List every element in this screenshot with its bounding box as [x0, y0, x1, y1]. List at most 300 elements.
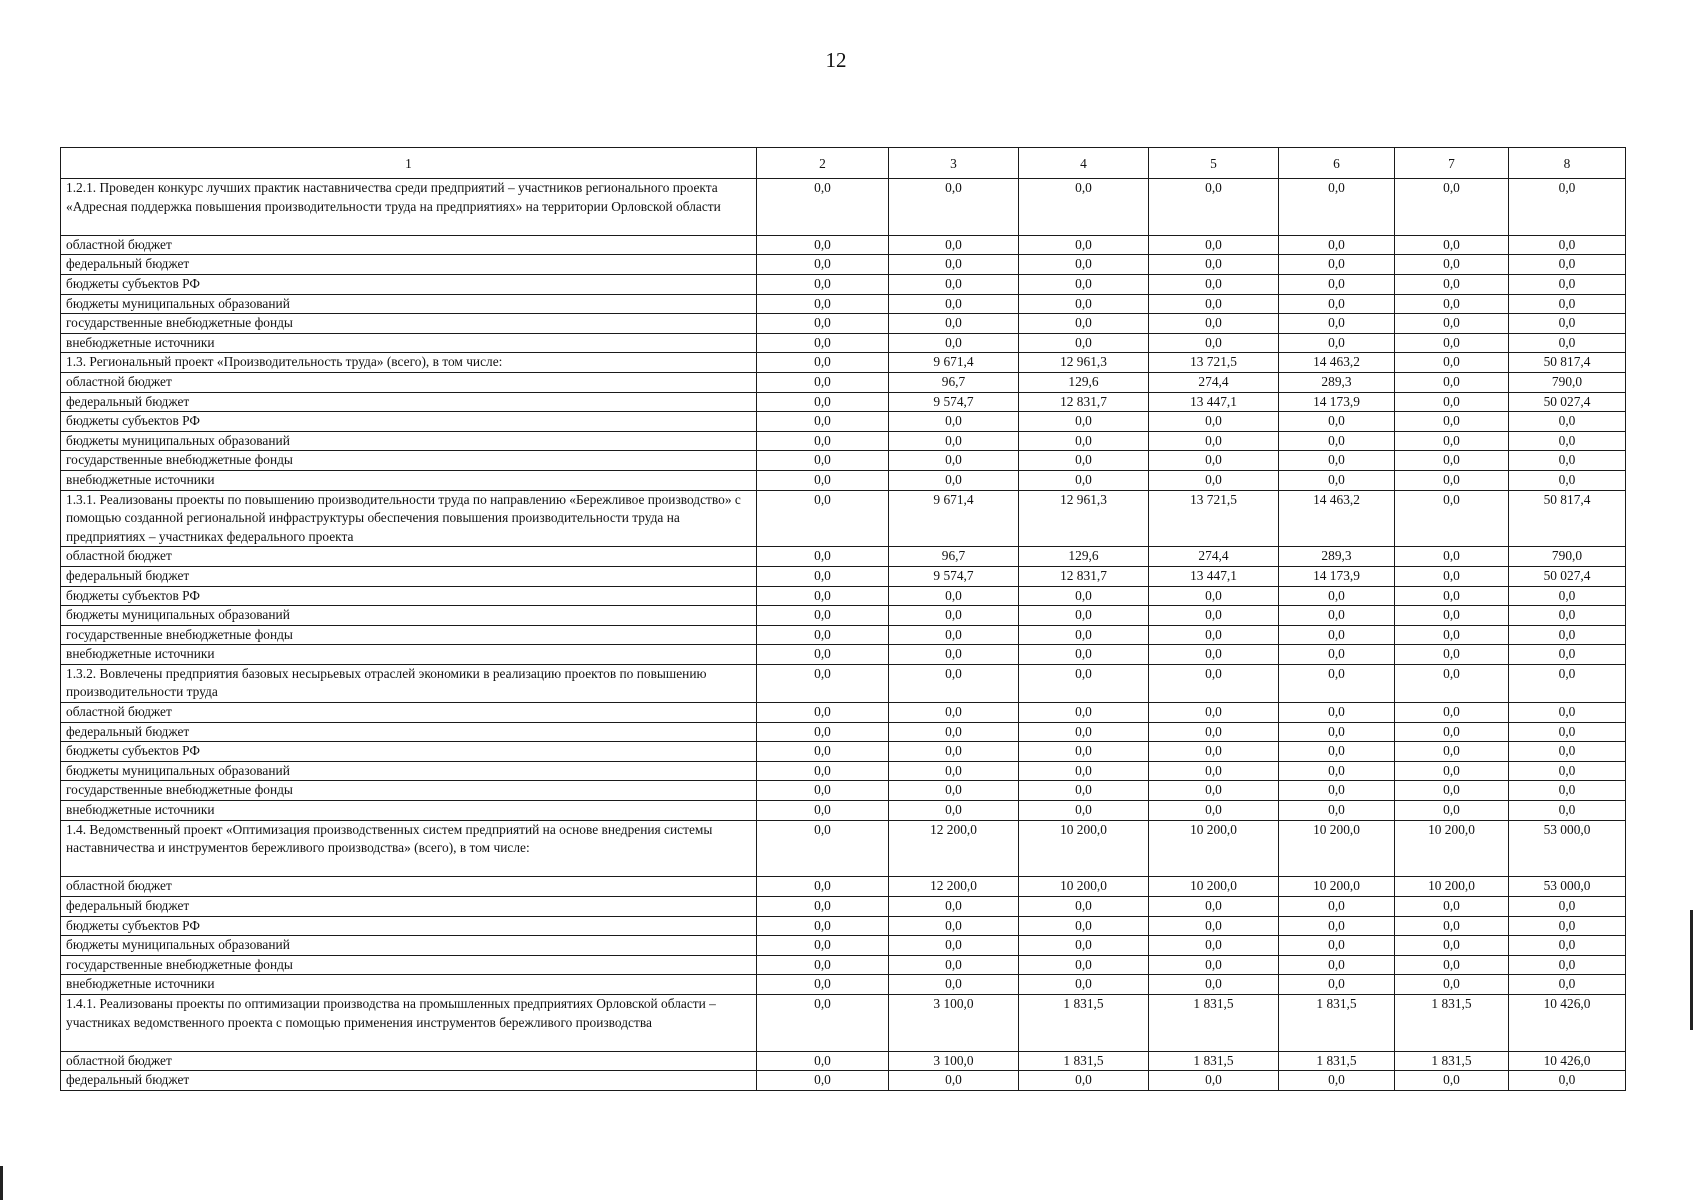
value-cell: 0,0	[1395, 314, 1509, 334]
value-cell: 0,0	[1509, 333, 1626, 353]
row-label: областной бюджет	[61, 372, 757, 392]
value-cell: 0,0	[1019, 955, 1149, 975]
table-row	[61, 664, 1626, 702]
row-label: государственные внебюджетные фонды	[61, 451, 757, 471]
row-label: бюджеты субъектов РФ	[61, 274, 757, 294]
table-row	[61, 586, 1626, 606]
value-cell: 0,0	[1149, 801, 1279, 821]
value-cell: 0,0	[757, 722, 889, 742]
value-cell: 0,0	[1395, 606, 1509, 626]
value-cell: 50 027,4	[1509, 392, 1626, 412]
value-cell: 0,0	[1395, 645, 1509, 665]
value-cell: 0,0	[1019, 255, 1149, 275]
value-cell: 0,0	[1395, 761, 1509, 781]
value-cell: 790,0	[1509, 372, 1626, 392]
value-cell: 50 027,4	[1509, 566, 1626, 586]
value-cell: 0,0	[1279, 742, 1395, 762]
table-row	[61, 547, 1626, 567]
value-cell: 0,0	[889, 431, 1019, 451]
value-cell: 0,0	[889, 179, 1019, 236]
row-label: федеральный бюджет	[61, 897, 757, 917]
value-cell: 14 463,2	[1279, 353, 1395, 373]
value-cell: 0,0	[1509, 781, 1626, 801]
value-cell: 14 173,9	[1279, 566, 1395, 586]
value-cell: 96,7	[889, 547, 1019, 567]
value-cell: 1 831,5	[1279, 1051, 1395, 1071]
value-cell: 0,0	[1395, 470, 1509, 490]
value-cell: 53 000,0	[1509, 877, 1626, 897]
table-row	[61, 742, 1626, 762]
table-row	[61, 179, 1626, 236]
column-header: 8	[1509, 148, 1626, 179]
value-cell: 0,0	[1149, 955, 1279, 975]
value-cell: 0,0	[1149, 897, 1279, 917]
value-cell: 0,0	[757, 975, 889, 995]
row-label: внебюджетные источники	[61, 645, 757, 665]
scan-mark	[0, 1166, 3, 1200]
row-label: внебюджетные источники	[61, 975, 757, 995]
value-cell: 0,0	[757, 625, 889, 645]
table-row	[61, 392, 1626, 412]
value-cell: 0,0	[1509, 235, 1626, 255]
value-cell: 0,0	[1149, 703, 1279, 723]
value-cell: 0,0	[1019, 470, 1149, 490]
value-cell: 96,7	[889, 372, 1019, 392]
table-row	[61, 994, 1626, 1051]
value-cell: 0,0	[1149, 333, 1279, 353]
table-body	[61, 179, 1626, 1091]
value-cell: 0,0	[1149, 314, 1279, 334]
value-cell: 0,0	[889, 664, 1019, 702]
value-cell: 13 721,5	[1149, 353, 1279, 373]
value-cell: 3 100,0	[889, 994, 1019, 1051]
value-cell: 0,0	[889, 936, 1019, 956]
value-cell: 0,0	[1395, 916, 1509, 936]
value-cell: 0,0	[757, 916, 889, 936]
value-cell: 1 831,5	[1149, 994, 1279, 1051]
value-cell: 0,0	[757, 761, 889, 781]
value-cell: 0,0	[1019, 936, 1149, 956]
value-cell: 0,0	[757, 274, 889, 294]
value-cell: 0,0	[757, 566, 889, 586]
value-cell: 0,0	[757, 1071, 889, 1091]
value-cell: 0,0	[1149, 274, 1279, 294]
value-cell: 0,0	[757, 431, 889, 451]
value-cell: 0,0	[1149, 470, 1279, 490]
table-row	[61, 936, 1626, 956]
value-cell: 0,0	[1395, 274, 1509, 294]
table-row	[61, 722, 1626, 742]
value-cell: 0,0	[1395, 936, 1509, 956]
value-cell: 0,0	[1279, 722, 1395, 742]
row-label: внебюджетные источники	[61, 801, 757, 821]
row-label: 1.3.2. Вовлечены предприятия базовых несырьевых отраслей экономики в реализацию проектов по повышению производительности труда	[61, 664, 757, 702]
value-cell: 0,0	[1279, 255, 1395, 275]
value-cell: 0,0	[757, 801, 889, 821]
value-cell: 50 817,4	[1509, 490, 1626, 547]
value-cell: 0,0	[1149, 664, 1279, 702]
value-cell: 0,0	[1019, 333, 1149, 353]
table-row	[61, 975, 1626, 995]
value-cell: 0,0	[1395, 490, 1509, 547]
value-cell: 0,0	[757, 645, 889, 665]
value-cell: 0,0	[1395, 897, 1509, 917]
value-cell: 0,0	[757, 742, 889, 762]
row-label: 1.4.1. Реализованы проекты по оптимизации производства на промышленных предприятиях Орловской области – участниках ведомственного проекта с помощью применения инструментов бережливого производства	[61, 994, 757, 1051]
value-cell: 10 200,0	[1019, 820, 1149, 877]
table-row	[61, 703, 1626, 723]
value-cell: 0,0	[1149, 916, 1279, 936]
column-header: 1	[61, 148, 757, 179]
row-label: бюджеты муниципальных образований	[61, 761, 757, 781]
value-cell: 0,0	[1509, 274, 1626, 294]
row-label: федеральный бюджет	[61, 566, 757, 586]
page-number: 12	[825, 48, 847, 72]
value-cell: 0,0	[757, 994, 889, 1051]
row-label: 1.3. Региональный проект «Производительность труда» (всего), в том числе:	[61, 353, 757, 373]
table-row	[61, 801, 1626, 821]
value-cell: 10 200,0	[1395, 820, 1509, 877]
row-label: бюджеты муниципальных образований	[61, 431, 757, 451]
value-cell: 12 961,3	[1019, 353, 1149, 373]
value-cell: 0,0	[1149, 179, 1279, 236]
table-row	[61, 431, 1626, 451]
value-cell: 0,0	[1019, 235, 1149, 255]
value-cell: 0,0	[889, 586, 1019, 606]
value-cell: 0,0	[757, 547, 889, 567]
value-cell: 0,0	[757, 179, 889, 236]
value-cell: 0,0	[1509, 179, 1626, 236]
value-cell: 0,0	[757, 586, 889, 606]
value-cell: 9 574,7	[889, 566, 1019, 586]
value-cell: 12 200,0	[889, 877, 1019, 897]
value-cell: 289,3	[1279, 547, 1395, 567]
value-cell: 1 831,5	[1395, 994, 1509, 1051]
value-cell: 0,0	[757, 781, 889, 801]
value-cell: 0,0	[1149, 451, 1279, 471]
value-cell: 0,0	[1019, 412, 1149, 432]
column-header: 3	[889, 148, 1019, 179]
value-cell: 0,0	[1395, 742, 1509, 762]
value-cell: 0,0	[1279, 431, 1395, 451]
value-cell: 53 000,0	[1509, 820, 1626, 877]
row-label: областной бюджет	[61, 235, 757, 255]
value-cell: 0,0	[1019, 761, 1149, 781]
value-cell: 0,0	[1279, 179, 1395, 236]
table-row	[61, 877, 1626, 897]
value-cell: 1 831,5	[1149, 1051, 1279, 1071]
row-label: бюджеты субъектов РФ	[61, 412, 757, 432]
value-cell: 0,0	[889, 333, 1019, 353]
value-cell: 0,0	[757, 936, 889, 956]
value-cell: 0,0	[1279, 451, 1395, 471]
table-header-row	[61, 148, 1626, 179]
value-cell: 0,0	[1279, 664, 1395, 702]
value-cell: 0,0	[1509, 314, 1626, 334]
value-cell: 0,0	[889, 742, 1019, 762]
value-cell: 10 200,0	[1149, 820, 1279, 877]
value-cell: 0,0	[1149, 975, 1279, 995]
value-cell: 0,0	[1149, 742, 1279, 762]
value-cell: 274,4	[1149, 547, 1279, 567]
value-cell: 0,0	[1509, 645, 1626, 665]
value-cell: 1 831,5	[1279, 994, 1395, 1051]
value-cell: 12 200,0	[889, 820, 1019, 877]
value-cell: 0,0	[1149, 586, 1279, 606]
value-cell: 0,0	[1509, 742, 1626, 762]
value-cell: 0,0	[757, 235, 889, 255]
value-cell: 0,0	[1509, 975, 1626, 995]
value-cell: 0,0	[757, 353, 889, 373]
value-cell: 0,0	[757, 877, 889, 897]
value-cell: 10 200,0	[1019, 877, 1149, 897]
value-cell: 10 200,0	[1279, 820, 1395, 877]
column-header: 2	[757, 148, 889, 179]
value-cell: 0,0	[1395, 372, 1509, 392]
value-cell: 0,0	[889, 255, 1019, 275]
value-cell: 0,0	[1279, 801, 1395, 821]
value-cell: 0,0	[889, 975, 1019, 995]
value-cell: 0,0	[889, 801, 1019, 821]
row-label: областной бюджет	[61, 877, 757, 897]
value-cell: 0,0	[1019, 451, 1149, 471]
value-cell: 0,0	[757, 490, 889, 547]
table-row	[61, 820, 1626, 877]
table-row	[61, 1051, 1626, 1071]
value-cell: 0,0	[1395, 703, 1509, 723]
value-cell: 0,0	[1019, 664, 1149, 702]
value-cell: 0,0	[1279, 314, 1395, 334]
value-cell: 0,0	[1149, 412, 1279, 432]
row-label: внебюджетные источники	[61, 470, 757, 490]
value-cell: 0,0	[1149, 255, 1279, 275]
value-cell: 0,0	[1395, 451, 1509, 471]
value-cell: 0,0	[889, 314, 1019, 334]
value-cell: 0,0	[1149, 722, 1279, 742]
row-label: 1.3.1. Реализованы проекты по повышению производительности труда по направлению «Бережливое производство» с помощью созданной региональной инфраструктуры обеспечения повышения производительности труда на предприятиях – участниках федерального проекта	[61, 490, 757, 547]
value-cell: 0,0	[1149, 761, 1279, 781]
value-cell: 0,0	[1509, 412, 1626, 432]
value-cell: 1 831,5	[1019, 1051, 1149, 1071]
value-cell: 0,0	[1509, 586, 1626, 606]
value-cell: 0,0	[1279, 235, 1395, 255]
value-cell: 0,0	[1279, 645, 1395, 665]
value-cell: 0,0	[1279, 1071, 1395, 1091]
value-cell: 10 200,0	[1149, 877, 1279, 897]
value-cell: 0,0	[889, 703, 1019, 723]
value-cell: 0,0	[1019, 897, 1149, 917]
value-cell: 0,0	[1279, 916, 1395, 936]
value-cell: 0,0	[1149, 431, 1279, 451]
value-cell: 0,0	[1019, 916, 1149, 936]
value-cell: 0,0	[889, 897, 1019, 917]
value-cell: 14 173,9	[1279, 392, 1395, 412]
value-cell: 0,0	[889, 781, 1019, 801]
row-label: государственные внебюджетные фонды	[61, 955, 757, 975]
value-cell: 0,0	[1019, 586, 1149, 606]
row-label: государственные внебюджетные фонды	[61, 781, 757, 801]
value-cell: 0,0	[1509, 451, 1626, 471]
table-row	[61, 625, 1626, 645]
value-cell: 0,0	[889, 645, 1019, 665]
value-cell: 12 831,7	[1019, 392, 1149, 412]
scan-mark	[1690, 910, 1693, 1030]
table-row	[61, 897, 1626, 917]
value-cell: 9 671,4	[889, 490, 1019, 547]
value-cell: 0,0	[1395, 781, 1509, 801]
table-row	[61, 294, 1626, 314]
value-cell: 0,0	[1149, 625, 1279, 645]
value-cell: 274,4	[1149, 372, 1279, 392]
value-cell: 0,0	[1019, 274, 1149, 294]
value-cell: 0,0	[1509, 801, 1626, 821]
value-cell: 0,0	[1509, 431, 1626, 451]
row-label: федеральный бюджет	[61, 1071, 757, 1091]
row-label: бюджеты муниципальных образований	[61, 294, 757, 314]
value-cell: 0,0	[1019, 294, 1149, 314]
value-cell: 0,0	[1279, 703, 1395, 723]
value-cell: 0,0	[1279, 897, 1395, 917]
row-label: бюджеты субъектов РФ	[61, 742, 757, 762]
value-cell: 0,0	[1149, 235, 1279, 255]
value-cell: 0,0	[1019, 431, 1149, 451]
value-cell: 0,0	[1395, 722, 1509, 742]
value-cell: 0,0	[757, 470, 889, 490]
value-cell: 0,0	[1279, 975, 1395, 995]
value-cell: 0,0	[1395, 586, 1509, 606]
value-cell: 0,0	[1509, 916, 1626, 936]
value-cell: 0,0	[1019, 625, 1149, 645]
value-cell: 0,0	[1279, 936, 1395, 956]
value-cell: 0,0	[1019, 975, 1149, 995]
value-cell: 0,0	[1509, 761, 1626, 781]
value-cell: 790,0	[1509, 547, 1626, 567]
row-label: областной бюджет	[61, 1051, 757, 1071]
value-cell: 129,6	[1019, 547, 1149, 567]
value-cell: 0,0	[1395, 1071, 1509, 1091]
value-cell: 9 574,7	[889, 392, 1019, 412]
table-row	[61, 761, 1626, 781]
value-cell: 0,0	[1509, 255, 1626, 275]
row-label: государственные внебюджетные фонды	[61, 314, 757, 334]
value-cell: 0,0	[1149, 645, 1279, 665]
value-cell: 0,0	[757, 703, 889, 723]
row-label: федеральный бюджет	[61, 722, 757, 742]
value-cell: 10 426,0	[1509, 994, 1626, 1051]
value-cell: 0,0	[757, 392, 889, 412]
table-row	[61, 255, 1626, 275]
table-row	[61, 235, 1626, 255]
column-header: 6	[1279, 148, 1395, 179]
row-label: государственные внебюджетные фонды	[61, 625, 757, 645]
table-row	[61, 955, 1626, 975]
value-cell: 9 671,4	[889, 353, 1019, 373]
value-cell: 0,0	[1509, 722, 1626, 742]
value-cell: 0,0	[757, 955, 889, 975]
value-cell: 0,0	[1279, 294, 1395, 314]
value-cell: 0,0	[757, 820, 889, 877]
value-cell: 0,0	[1395, 412, 1509, 432]
value-cell: 0,0	[757, 897, 889, 917]
value-cell: 0,0	[889, 761, 1019, 781]
value-cell: 0,0	[1019, 606, 1149, 626]
value-cell: 0,0	[1509, 625, 1626, 645]
value-cell: 0,0	[889, 294, 1019, 314]
value-cell: 0,0	[1395, 801, 1509, 821]
table-row	[61, 353, 1626, 373]
value-cell: 0,0	[1279, 333, 1395, 353]
value-cell: 0,0	[1019, 703, 1149, 723]
value-cell: 0,0	[1395, 664, 1509, 702]
value-cell: 0,0	[1509, 703, 1626, 723]
value-cell: 12 961,3	[1019, 490, 1149, 547]
row-label: бюджеты муниципальных образований	[61, 606, 757, 626]
value-cell: 0,0	[889, 274, 1019, 294]
value-cell: 10 200,0	[1395, 877, 1509, 897]
value-cell: 0,0	[757, 294, 889, 314]
value-cell: 14 463,2	[1279, 490, 1395, 547]
value-cell: 0,0	[1395, 255, 1509, 275]
table-row	[61, 490, 1626, 547]
value-cell: 0,0	[889, 722, 1019, 742]
value-cell: 0,0	[1509, 897, 1626, 917]
table-row	[61, 916, 1626, 936]
table-row	[61, 451, 1626, 471]
table-row	[61, 274, 1626, 294]
value-cell: 0,0	[1395, 566, 1509, 586]
table-row	[61, 781, 1626, 801]
value-cell: 0,0	[1395, 353, 1509, 373]
value-cell: 0,0	[757, 412, 889, 432]
value-cell: 0,0	[1019, 781, 1149, 801]
financing-table	[60, 147, 1626, 1091]
row-label: федеральный бюджет	[61, 255, 757, 275]
value-cell: 13 721,5	[1149, 490, 1279, 547]
table-row	[61, 1071, 1626, 1091]
row-label: бюджеты муниципальных образований	[61, 936, 757, 956]
table-row	[61, 606, 1626, 626]
column-header: 4	[1019, 148, 1149, 179]
value-cell: 0,0	[889, 235, 1019, 255]
value-cell: 0,0	[1395, 955, 1509, 975]
value-cell: 0,0	[889, 955, 1019, 975]
value-cell: 0,0	[1509, 955, 1626, 975]
value-cell: 0,0	[1509, 294, 1626, 314]
value-cell: 0,0	[1019, 722, 1149, 742]
column-header: 5	[1149, 148, 1279, 179]
value-cell: 0,0	[1279, 761, 1395, 781]
value-cell: 0,0	[1395, 975, 1509, 995]
value-cell: 0,0	[757, 314, 889, 334]
value-cell: 0,0	[1395, 625, 1509, 645]
value-cell: 0,0	[1149, 936, 1279, 956]
value-cell: 0,0	[1395, 294, 1509, 314]
value-cell: 0,0	[889, 470, 1019, 490]
value-cell: 0,0	[1279, 625, 1395, 645]
value-cell: 0,0	[1279, 586, 1395, 606]
row-label: областной бюджет	[61, 703, 757, 723]
value-cell: 0,0	[1395, 333, 1509, 353]
row-label: федеральный бюджет	[61, 392, 757, 412]
table-row	[61, 645, 1626, 665]
row-label: бюджеты субъектов РФ	[61, 916, 757, 936]
value-cell: 0,0	[1395, 392, 1509, 412]
value-cell: 10 200,0	[1279, 877, 1395, 897]
value-cell: 12 831,7	[1019, 566, 1149, 586]
row-label: областной бюджет	[61, 547, 757, 567]
value-cell: 0,0	[757, 451, 889, 471]
row-label: 1.4. Ведомственный проект «Оптимизация производственных систем предприятий на основе внедрения системы наставничества и инструментов бережливого производства» (всего), в том числе:	[61, 820, 757, 877]
